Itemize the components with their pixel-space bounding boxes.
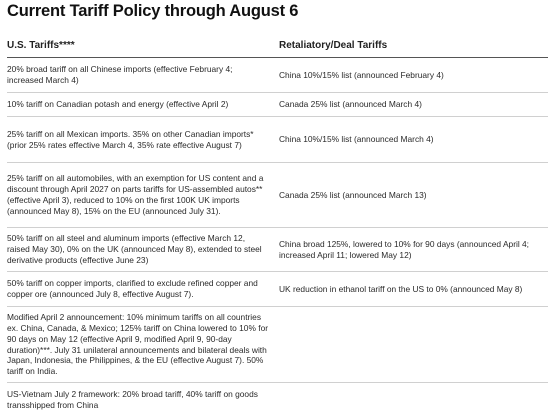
table-row bbox=[7, 58, 548, 92]
retaliatory-tariff-cell: China broad 125%, lowered to 10% for 90 days (announced April 4; increased April 11; lowered May 12) bbox=[279, 238, 530, 260]
us-tariff-cell: 20% broad tariff on all Chinese imports (effective February 4; increased March 4) bbox=[7, 64, 233, 85]
us-tariff-cell: 10% tariff on Canadian potash and energy (effective April 2) bbox=[7, 99, 229, 110]
table-row bbox=[7, 117, 548, 162]
retaliatory-tariff-cell: China 10%/15% list (announced February 4) bbox=[279, 69, 444, 80]
table-row bbox=[7, 272, 548, 306]
retaliatory-tariff-cell bbox=[279, 307, 548, 382]
retaliatory-tariff-cell: Canada 25% list (announced March 4) bbox=[279, 99, 422, 110]
table-row bbox=[7, 163, 548, 227]
page-title: Current Tariff Policy through August 6 bbox=[7, 2, 299, 20]
us-tariff-cell: 50% tariff on all steel and aluminum imports (effective March 12, raised May 30), 0% on the UK (announced May 8), extended to steel derivative products (effective June 23) bbox=[7, 233, 262, 265]
retaliatory-tariffs-header: Retaliatory/Deal Tariffs bbox=[279, 40, 388, 51]
us-tariff-cell: Modified April 2 announcement: 10% minimum tariffs on all countries ex. China, Canada, & Mexico; 125% tariff on China lowered to 10% for 90 days on May 12 (effective April 9, modified April 9, 90-day duration)***. July 31 unilateral announcements and bilateral deals with Japan, Indonesia, the Philippines, & the EU (effective August 7). 50% tariff on India. bbox=[7, 311, 269, 377]
us-tariff-cell: 50% tariff on copper imports, clarified to exclude refined copper and copper ore (announced July 8, effective August 7). bbox=[7, 278, 258, 299]
table-row bbox=[7, 307, 548, 382]
us-tariff-cell: 25% tariff on all Mexican imports. 35% on other Canadian imports* (prior 25% rates effective March 4, 35% rate effective August 7) bbox=[7, 128, 254, 150]
table-row bbox=[7, 383, 548, 417]
retaliatory-tariff-cell: China 10%/15% list (announced March 4) bbox=[279, 134, 434, 145]
retaliatory-tariff-cell: UK reduction in ethanol tariff on the US to 0% (announced May 8) bbox=[279, 283, 523, 294]
table-row bbox=[7, 93, 548, 116]
retaliatory-tariff-cell: Canada 25% list (announced March 13) bbox=[279, 189, 427, 200]
retaliatory-tariff-cell bbox=[279, 383, 548, 417]
us-tariff-cell: 25% tariff on all automobiles, with an exemption for US content and a discount through April 2027 on parts tariffs for US-assembled autos** (effective April 3), reduced to 10% on the first 100K UK imports (announced May 8), 15% on the EU (announced July 31). bbox=[7, 173, 264, 216]
us-tariff-cell: US-Vietnam July 2 framework: 20% broad tariff, 40% tariff on goods transshipped from China bbox=[7, 389, 258, 410]
us-tariffs-header: U.S. Tariffs**** bbox=[7, 40, 75, 51]
table-row bbox=[7, 228, 548, 271]
